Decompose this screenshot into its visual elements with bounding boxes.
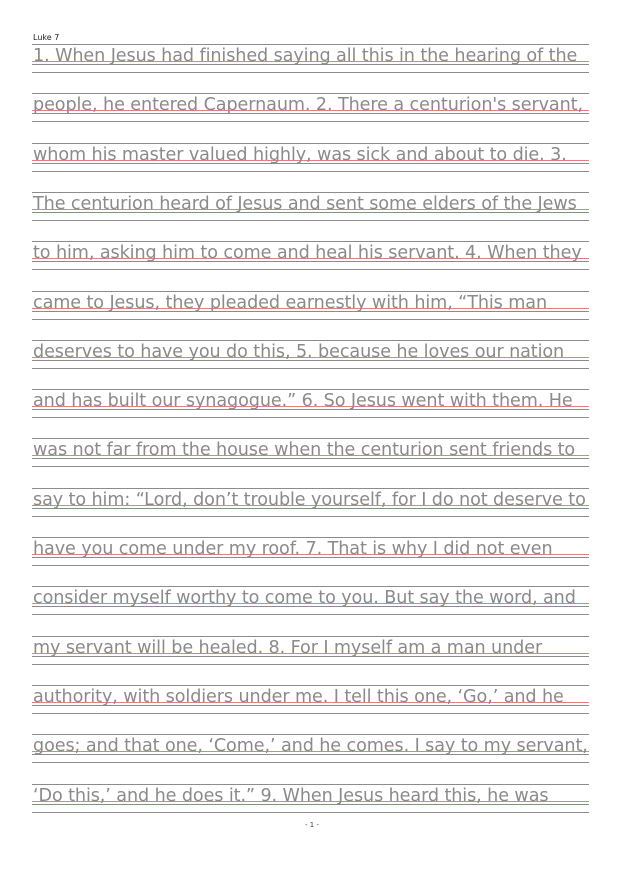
guide-rule [32, 565, 589, 566]
trace-text: ‘Do this,’ and he does it.” 9. When Jesus heard this, he was [33, 785, 549, 806]
trace-text: my servant will be healed. 8. For I myself am a man under [33, 637, 543, 658]
trace-text: have you come under my roof. 7. That is why I did not even [33, 539, 553, 559]
guide-rule [32, 664, 589, 665]
trace-text: to him, asking him to come and heal his servant. 4. When they [33, 243, 582, 264]
trace-text: 1. When Jesus had finished saying all this in the hearing of the [33, 46, 578, 66]
practice-line [32, 537, 589, 567]
guide-rule [32, 466, 589, 467]
practice-line [32, 438, 589, 468]
guide-rule [32, 762, 589, 763]
practice-line [32, 784, 589, 814]
guide-rule [32, 121, 589, 122]
trace-text: goes; and that one, ‘Come,’ and he comes. I say to my servant, [33, 736, 588, 757]
guide-rule [32, 812, 589, 813]
trace-text: came to Jesus, they pleaded earnestly with him, “This man [33, 292, 548, 313]
guide-rule [32, 269, 589, 270]
practice-line [32, 143, 589, 173]
guide-rule [32, 171, 589, 172]
trace-text: consider myself worthy to come to you. But say the word, and [33, 588, 576, 609]
trace-text: deserves to have you do this, 5. because he loves our nation [33, 341, 565, 362]
practice-line [32, 93, 589, 123]
trace-text: people, he entered Capernaum. 2. There a centurion's servant, [33, 95, 583, 116]
trace-text: The centurion heard of Jesus and sent some elders of the Jews [33, 193, 577, 214]
guide-rule [32, 319, 589, 320]
page-number: - 1 - [305, 821, 319, 829]
practice-line [32, 685, 589, 715]
practice-line [32, 340, 589, 370]
trace-text: and has built our synagogue.” 6. So Jesus went with them. He [33, 391, 573, 412]
page-header-title: Luke 7 [33, 33, 60, 42]
practice-line [32, 44, 589, 74]
guide-rule [32, 713, 589, 714]
practice-line [32, 586, 589, 616]
guide-rule [32, 220, 589, 221]
practice-line [32, 389, 589, 419]
practice-line [32, 192, 589, 222]
guide-rule [32, 614, 589, 615]
trace-text: say to him: “Lord, don’t trouble yourself, for I do not deserve to [33, 489, 586, 510]
practice-line [32, 241, 589, 271]
trace-text: whom his master valued highly, was sick and about to die. 3. [33, 144, 567, 165]
trace-text: authority, with soldiers under me. I tell this one, ‘Go,’ and he [33, 686, 564, 707]
guide-rule [32, 417, 589, 418]
handwriting-practice-area [32, 0, 589, 883]
practice-line [32, 291, 589, 321]
practice-line [32, 734, 589, 764]
practice-line [32, 488, 589, 518]
trace-text: was not far from the house when the centurion sent friends to [33, 440, 576, 461]
guide-rule [32, 72, 589, 73]
practice-line [32, 636, 589, 666]
guide-rule [32, 516, 589, 517]
guide-rule [32, 368, 589, 369]
